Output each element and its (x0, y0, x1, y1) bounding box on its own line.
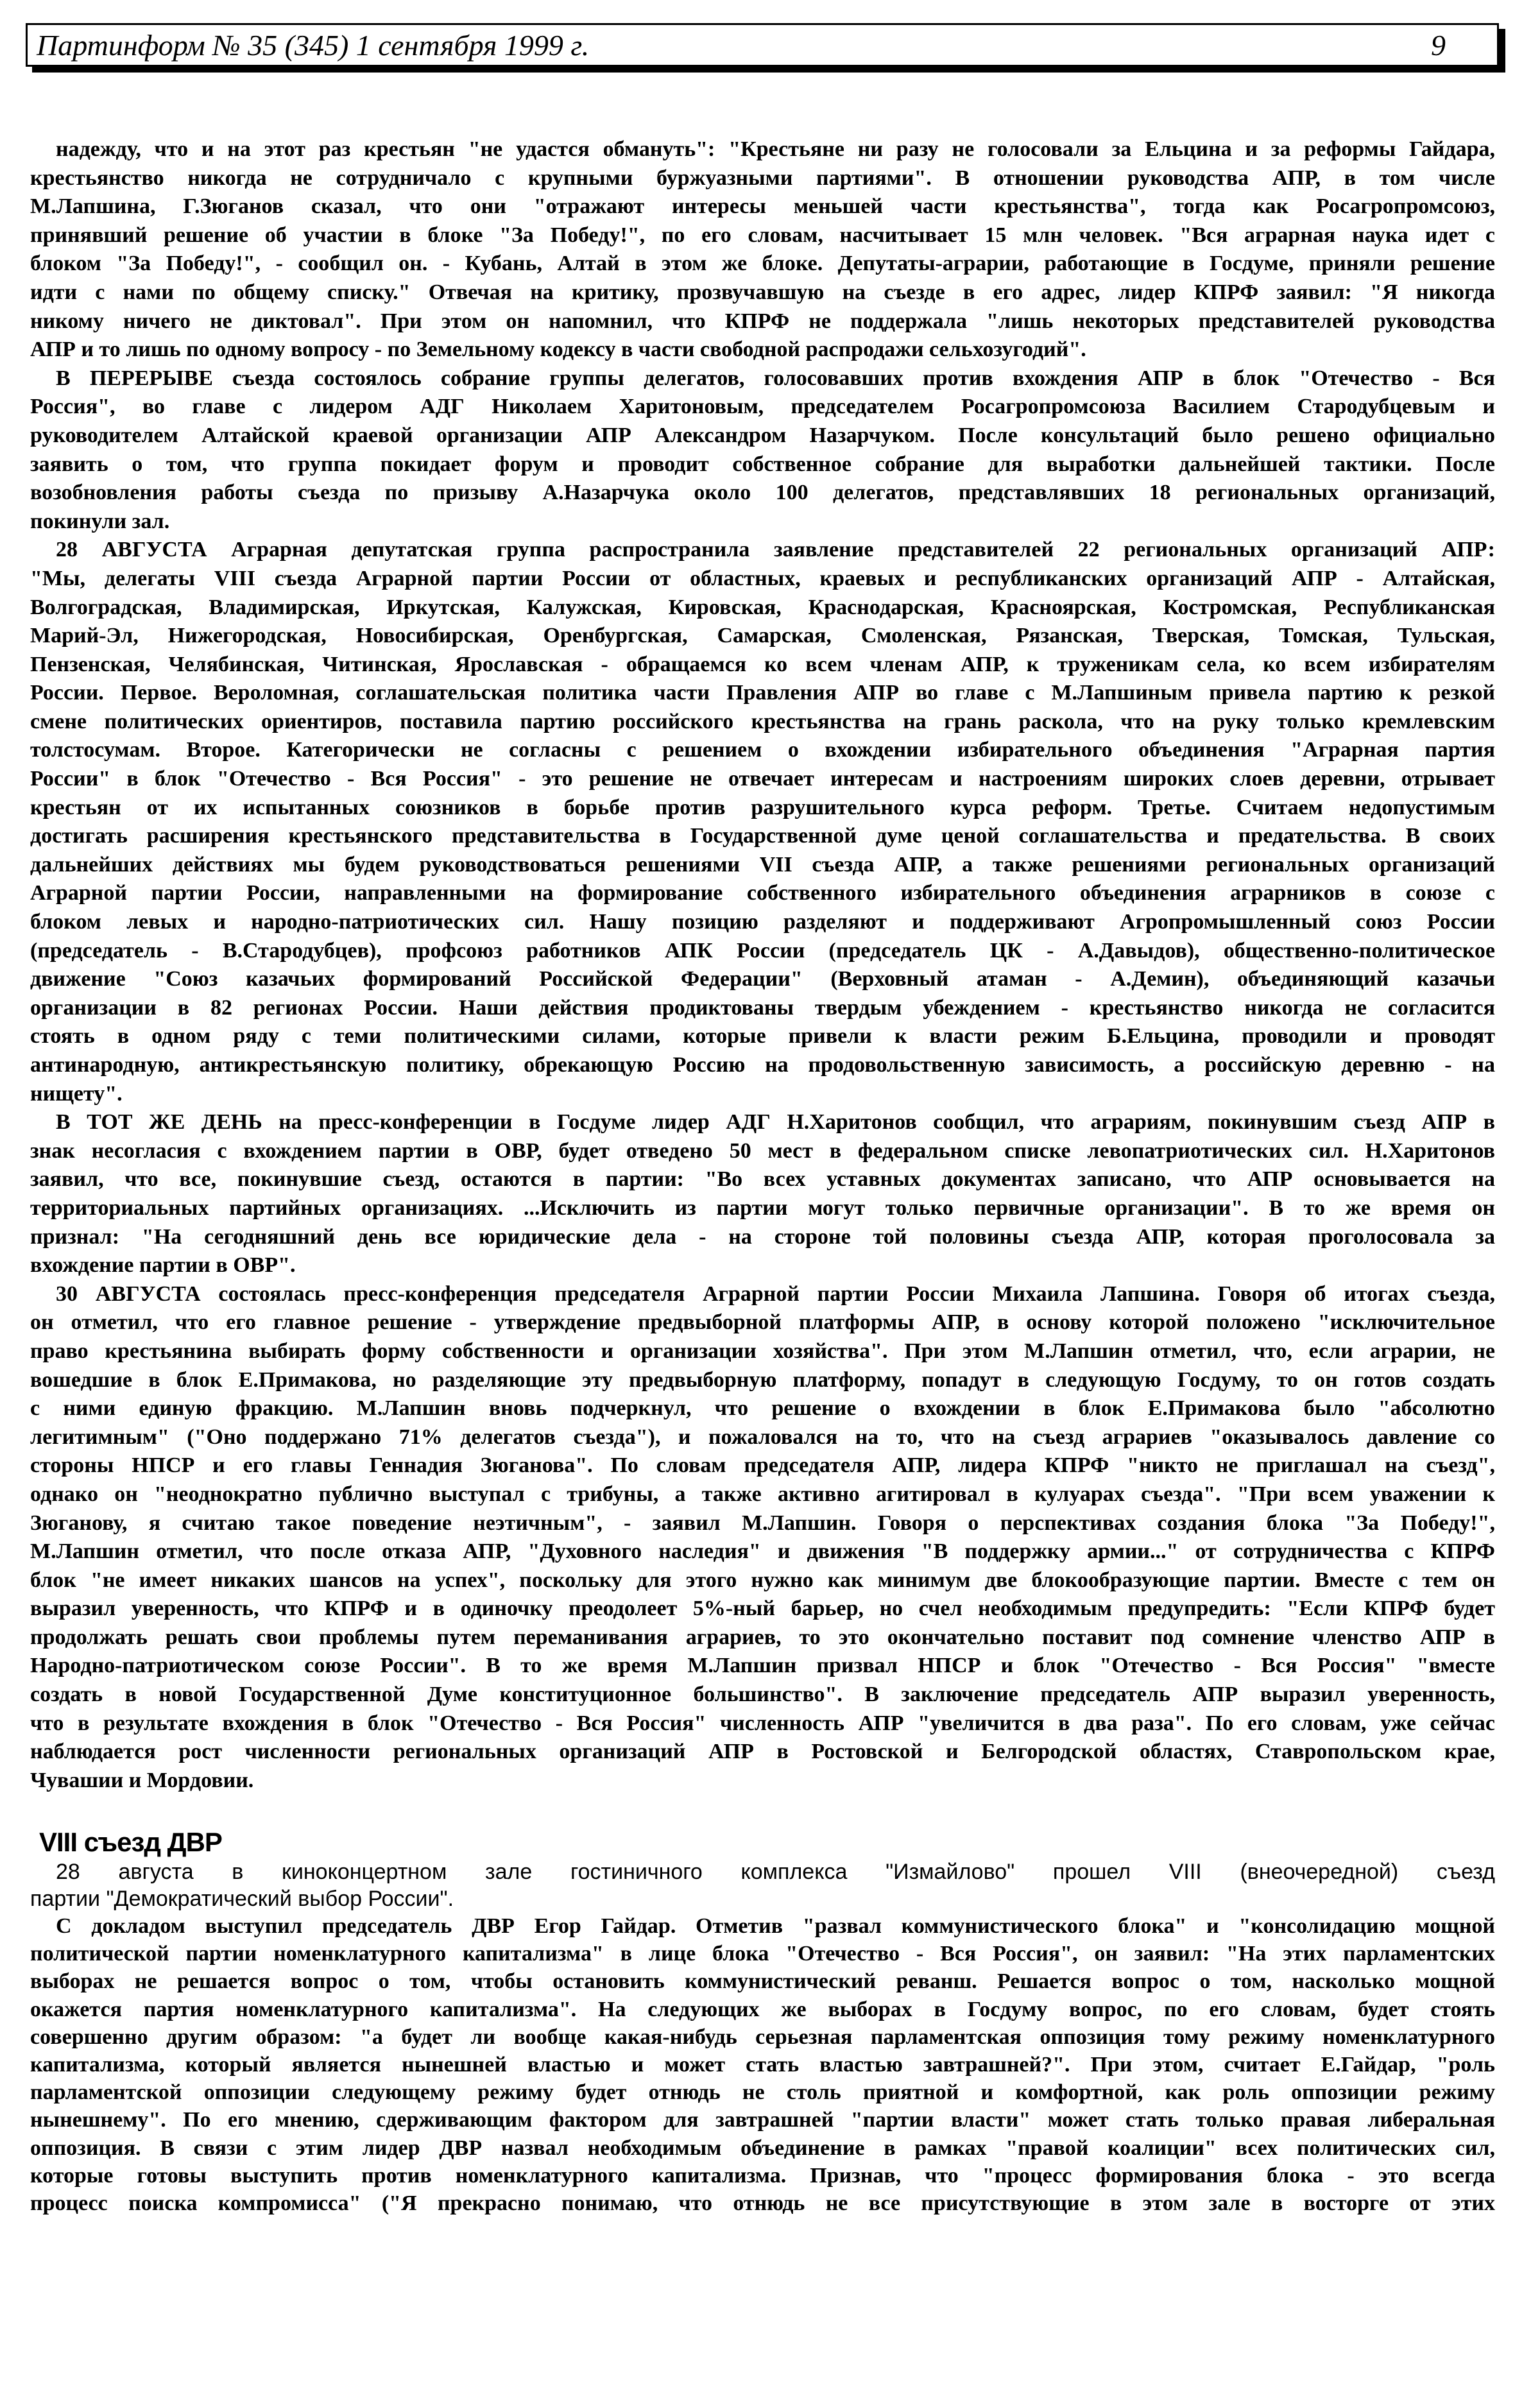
text-line: АПР и то лишь по одному вопросу - по Земельному кодексу в части свободной распродажи сельхозугодий". (30, 338, 1086, 362)
text-line: вхождение партии в ОВР". (30, 1253, 296, 1278)
text-line: стоять в одном ряду с теми политическими силами, которые привели к власти режим Б.Ельцина, проводили и проводят (30, 1024, 1495, 1049)
text-line: смене политических ориентиров, поставила партию российского крестьянства на грань раскола, что на руку только кремлевским (30, 709, 1495, 733)
article-body-section-1 (30, 135, 1495, 1795)
text-line: Россия", во главе с лидером АДГ Николаем Харитоновым, председателем Росагропромсоюза Василием Стародубцевым и (30, 395, 1495, 419)
text-line: Народно-патриотическом союзе России". В то же время М.Лапшин призвал НПСР и блок "Отечество - Вся Россия" "вместе (30, 1654, 1495, 1678)
text-line: блок "не имеет никаких шансов на успех", поскольку для этого нужно как минимум две блокообразующие партии. Вместе с тем он (30, 1568, 1495, 1592)
text-line: идти с нами по общему списку." Отвечая на критику, прозвучавшую на съезде в его адрес, лидер КПРФ заявил: "Я никогда (30, 280, 1495, 304)
text-line: крестьян от их испытанных союзников в борьбе против разрушительного курса реформ. Третье. Считаем недопустимым (30, 795, 1495, 819)
text-line: стороны НПСР и его главы Геннадия Зюганова". По словам председателя АПР, лидера КПРФ "никто не приглашал на съезд", (30, 1453, 1495, 1478)
text-line: возобновления работы съезда по призыву А.Назарчука около 100 делегатов, представлявших 18 региональных организаций, (30, 481, 1495, 505)
section-heading: VIII съезд ДВР (39, 1827, 222, 1857)
text-line: заявил, что все, покинувшие съезд, остаются в партии: "Во всех уставных документах записано, что АПР основывается на (30, 1167, 1495, 1192)
text-line: Чувашии и Мордовии. (30, 1768, 254, 1792)
text-line: блоком "За Победу!", - сообщил он. - Кубань, Алтай в этом же блоке. Депутаты-аграрии, работающие в Госдуме, приняли решение (30, 252, 1495, 276)
paragraph (30, 364, 1495, 536)
text-line: крестьянство никогда не сотрудничало с крупными буржуазными партиями". В отношении руководства АПР, в том числе (30, 166, 1495, 190)
article-section-2 (30, 1826, 1495, 2217)
text-line: принявший решение об участии в блоке "За Победу!", по его словам, насчитывает 15 млн человек. "Вся аграрная наука идет с (30, 223, 1495, 247)
paragraph (30, 1280, 1495, 1795)
text-line: вошедшие в блок Е.Примакова, но разделяющие эту предвыборную платформу, попадут в следующую Госдуму, то он готов создать (30, 1367, 1495, 1392)
text-line: России. Первое. Вероломная, соглашательская политика части Правления АПР во главе с М.Лапшиным привела партию к резкой (30, 681, 1495, 705)
text-line: дальнейших действиях мы будем руководствоваться решениями VII съезда АПР, а также решениями региональных организаций (30, 852, 1495, 877)
text-line: руководителем Алтайской краевой организации АПР Александром Назарчуком. После консультаций было решено официально (30, 423, 1495, 447)
text-line: однако он "неоднократно публично выступал с трибуны, а также активно агитировал в кулуарах съезда". "При всем уважении к (30, 1482, 1495, 1506)
text-line: заявить о том, что группа покидает форум и проводит собственное собрание для выработки дальнейшей тактики. После (30, 452, 1495, 476)
text-line: создать в новой Государственной Думе конституционное большинство". В заключение председатель АПР выразил уверенность, (30, 1683, 1495, 1707)
text-line: России" в блок "Отечество - Вся Россия" - это решение не отвечает интересам и настроениям широких слоев деревни, отрывает (30, 767, 1495, 791)
text-line: В ПЕРЕРЫВЕ съезда состоялось собрание группы делегатов, голосовавших против вхождения АПР в блок "Отечество - Вся (56, 366, 1495, 390)
text-line: 28 августа в киноконцертном зале гостиничного комплекса "Измайлово" прошел VIII (внеочередной) съезд (56, 1860, 1495, 1884)
text-line: нищету". (30, 1081, 123, 1106)
page-number: 9 (1431, 29, 1446, 62)
text-line: покинули зал. (30, 509, 170, 533)
text-line: выразил уверенность, что КПРФ и в одиночку преодолеет 5%-ный барьер, но счел необходимым предупредить: "Если КПРФ будет (30, 1597, 1495, 1621)
paragraph (30, 536, 1495, 1108)
text-line: процесс поиска компромисса" ("Я прекрасно понимаю, что отнюдь не все присутствующие в этом зале в восторге от этих (30, 2191, 1495, 2215)
paragraph (30, 1858, 1495, 1912)
text-line: которые готовы выступить против номенклатурного капитализма. Признав, что "процесс формирования блока - это всегда (30, 2163, 1495, 2188)
text-line: блоком левых и народно-патриотических сил. Нашу позицию разделяют и поддерживают Агропромышленный союз России (30, 910, 1495, 934)
text-line: Марий-Эл, Нижегородская, Новосибирская, Оренбургская, Самарская, Смоленская, Рязанская, Тверская, Томская, Тульская, (30, 624, 1495, 648)
text-line: право крестьянина выбирать форму собственности и организации хозяйства". При этом М.Лапшин отметил, что, если аграрии, не (30, 1339, 1495, 1363)
page-header (26, 23, 1499, 67)
text-line: М.Лапшина, Г.Зюганов сказал, что они "отражают интересы меньшей части крестьянства", тогда как Росагропромсоюз, (30, 194, 1495, 219)
paragraph (30, 1912, 1495, 2217)
text-line: Аграрной партии России, направленными на формирование собственного избирательного объединения аграрников в союзе с (30, 881, 1495, 905)
text-line: партии "Демократический выбор России". (30, 1887, 454, 1911)
text-line: он отметил, что его главное решение - утверждение предвыборной платформы АПР, в основу которой положено "исключительное (30, 1310, 1495, 1335)
text-line: организации в 82 регионах России. Наши действия продиктованы твердым убеждением - крестьянство никогда не согласится (30, 995, 1495, 1020)
publication-title: Партинформ № 35 (345) 1 сентября 1999 г. (37, 29, 590, 62)
text-line: легитимным" ("Оно поддержано 71% делегатов съезда"), и пожаловался на то, что на съезд аграриев "оказывалось давление со (30, 1425, 1495, 1449)
text-line: толстосумам. Второе. Категорически не согласны с решением о вхождении избирательного объединения "Аграрная партия (30, 738, 1495, 762)
text-line: 30 АВГУСТА состоялась пресс-конференция председателя Аграрной партии России Михаила Лапшина. Говоря об итогах съезда, (56, 1281, 1495, 1306)
text-line: С докладом выступил председатель ДВР Егор Гайдар. Отметив "развал коммунистического блока" и "консолидацию мощной (56, 1914, 1495, 1938)
text-line: парламентской оппозиции следующему режиму будет отнюдь не столь приятной и комфортной, как роль оппозиции режиму (30, 2080, 1495, 2105)
text-line: наблюдается рост численности региональных организаций АПР в Ростовской и Белгородской областях, Ставропольском крае, (30, 1740, 1495, 1764)
text-line: оппозиция. В связи с этим лидер ДВР назвал необходимым объединение в рамках "правой коалиции" всех политических сил, (30, 2136, 1495, 2160)
text-line: Зюганову, я считаю такое поведение неэтичным", - заявил М.Лапшин. Говоря о перспективах создания блока "За Победу!", (30, 1511, 1495, 1535)
text-line: территориальных партийных организациях. ...Исключить из партии могут только первичные организации". В то же время он (30, 1195, 1495, 1220)
text-line: надежду, что и на этот раз крестьян "не удастся обмануть": "Крестьяне ни разу не голосовали за Ельцина и за реформы Гайдара, (56, 137, 1495, 161)
text-line: Пензенская, Челябинская, Читинская, Ярославская - обращаемся ко всем членам АПР, к труженикам села, ко всем избирателям (30, 652, 1495, 676)
paragraph (30, 135, 1495, 364)
text-line: политической партии номенклатурного капитализма" в лице блока "Отечество - Вся Россия", он заявил: "На этих парламентских (30, 1942, 1495, 1966)
section-lead (30, 1858, 1495, 1912)
text-line: что в результате вхождения в блок "Отечество - Вся Россия" численность АПР "увеличится в два раза". По его словам, уже сейчас (30, 1711, 1495, 1735)
text-line: с ними единую фракцию. М.Лапшин вновь подчеркнул, что решение о вхождении в блок Е.Примакова было "абсолютно (30, 1396, 1495, 1421)
text-line: В ТОТ ЖЕ ДЕНЬ на пресс-конференции в Госдуме лидер АДГ Н.Харитонов сообщил, что аграриям, покинувшим съезд АПР в (56, 1110, 1495, 1135)
text-line: капитализма, который является нынешней властью и может стать властью завтрашней?". При этом, считает Е.Гайдар, "роль (30, 2052, 1495, 2077)
text-line: продолжать решать свои проблемы путем переманивания аграриев, то это окончательно поставит под сомнение членство АПР в (30, 1625, 1495, 1649)
text-line: совершенно другим образом: "а будет ли вообще какая-нибудь серьезная парламентская оппозиция тому режиму номенклатурного (30, 2025, 1495, 2049)
text-line: выборах не решается вопрос о том, чтобы остановить коммунистический реванш. Решается вопрос о том, насколько мощной (30, 1969, 1495, 1994)
text-line: знак несогласия с вхождением партии в ОВР, будет отведено 50 мест в федеральном списке левопатриотических сил. Н.Харитонов (30, 1138, 1495, 1163)
text-line: нынешнему". По его мнению, сдерживающим фактором для завтрашней "партии власти" может стать только правая либеральная (30, 2108, 1495, 2132)
text-line: достигать расширения крестьянского представительства в Государственной думе ценой соглашательства и предательства. В своих (30, 824, 1495, 848)
paragraph (30, 1108, 1495, 1280)
text-line: окажется партия номенклатурного капитализма". На следующих же выборах в Госдуму вопрос, по его словам, будет стоять (30, 1997, 1495, 2021)
section-2-paragraph (30, 1912, 1495, 2217)
text-line: 28 АВГУСТА Аграрная депутатская группа распространила заявление представителей 22 региональных организаций АПР: (56, 538, 1495, 562)
text-line: признал: "На сегодняшний день все юридические дела - на стороне той половины съезда АПР, которая проголосовала за (30, 1224, 1495, 1249)
text-line: "Мы, делегаты VIII съезда Аграрной партии России от областных, краевых и республиканских организаций АПР - Алтайская, (30, 566, 1495, 590)
text-line: Волгоградская, Владимирская, Иркутская, Калужская, Кировская, Краснодарская, Красноярская, Костромская, Республиканская (30, 595, 1495, 619)
text-line: М.Лапшин отметил, что после отказа АПР, "Духовного наследия" и движения "В поддержку армии..." от сотрудничества с КПРФ (30, 1539, 1495, 1564)
text-line: (председатель - В.Стародубцев), профсоюз работников АПК России (председатель ЦК - А.Давыдов), общественно-политическое (30, 938, 1495, 963)
text-line: движение "Союз казачьих формирований Российской Федерации" (Верховный атаман - А.Демин), объединяющий казачьи (30, 967, 1495, 991)
text-line: антинародную, антикрестьянскую политику, обрекающую Россию на продовольственную зависимость, а российскую деревню - на (30, 1053, 1495, 1077)
text-line: никому ничего не диктовал". При этом он напомнил, что КПРФ не поддержала "лишь некоторых представителей руководства (30, 309, 1495, 333)
